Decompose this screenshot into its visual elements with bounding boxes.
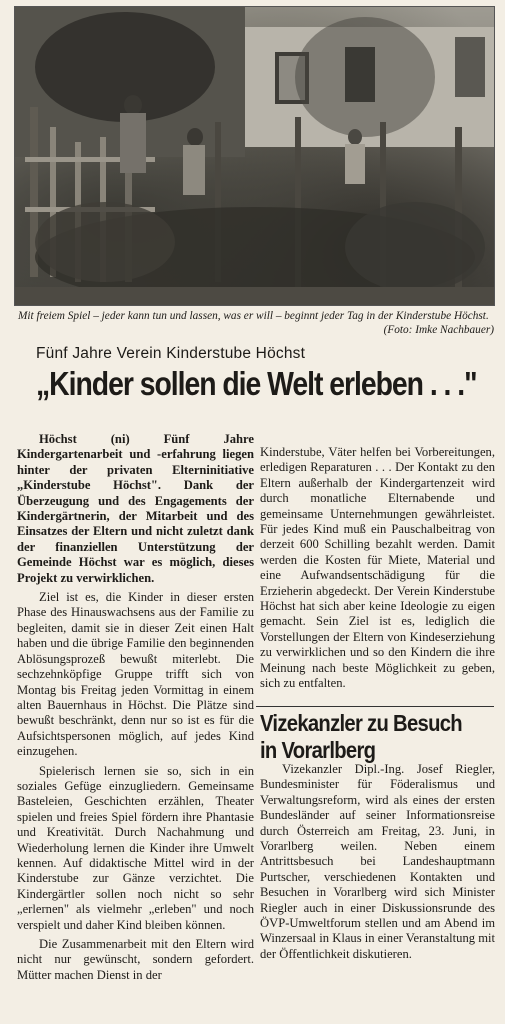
article-paragraph-4: Kinderstube, Väter helfen bei Vorbereitungen, erledigen Reparaturen . . . Der Kontakt zu den Eltern außerhalb der Kindergartenzeit wird durch monatliche Elternabende und gemeinsame Unternehmungen gewährleistet. Für jedes Kind muß ein Pauschalbeitrag von derzeit 600 Schilling bezahlt werden. Damit werden die Kosten für Miete, Material und eine Aufwandsentschädigung für die Erzieherin abgedeckt. Der Verein Kinderstube Höchst hat sich aber keine Ideologie zu eigen gemacht. Sein Ziel ist es, lediglich die Vorstellungen der Eltern von Kindeserziehung zu verwirklichen und so den Kindern die ihre Meinung nach beste Möglichkeit zu geben, sich zu entfalten. xyxy=(260,445,495,691)
article-paragraph-2: Spielerisch lernen sie so, sich in ein soziales Gefüge einzugliedern. Gemeinsame Basteleien, Geschichten erzählen, Theater spielen und freies Spiel fördern ihre Phantasie und Kreativität. Durch Nachahmung und Wiederholung lernen die Kinder ihre Umwelt kennen. Auf didaktische Mittel wird in der Kinderstube zur Gänze verzichtet. Die Kindergärtler sollen noch nicht so sehr „erlernen" als vielmehr „erleben" und noch verspielt und daher Kind bleiben können. xyxy=(17,763,254,932)
article-headline: „Kinder sollen die Welt erleben . . ." xyxy=(36,365,477,402)
photo-illustration xyxy=(15,7,494,305)
article-column-2 xyxy=(260,445,495,696)
sidebar-article-column xyxy=(260,762,495,966)
sidebar-article-body: Vizekanzler Dipl.-Ing. Josef Riegler, Bundesminister für Föderalismus und Verwaltungsreform, wird als eines der ersten Bundesländer auf seiner Informationsreise durch Österreich am Freitag, 23. Juni, in Vorarlberg weilen. Neben einem Antrittsbesuch bei Landeshauptmann Purtscher, verschiedenen Kontakten und Besuchen in Vorarlberg wird sich Minister Riegler auch in einer Diskussionsrunde des ÖVP-Umweltforum stellen und am Abend im Winzersaal in Klaus in einer Veranstaltung mit der Öffentlichkeit diskutieren. xyxy=(260,762,495,961)
article-paragraph-1: Ziel ist es, die Kinder in dieser ersten Phase des Hinauswachsens aus der Familie zu begleiten, damit sie in dieser Zeit einen Halt haben und die übrige Familie den beginnenden Ablösungsprozeß bewußt miterlebt. Die sechzehnköpfige Gruppe trifft sich von Montag bis Freitag jeden Vormittag in einem alten Bauernhaus in Höchst. Die Plätze sind bewußt beschränkt, denn nur so ist es für die Aufsichtspersonen möglich, auf jedes Kind einzugehen. xyxy=(17,590,254,759)
column-divider xyxy=(256,706,494,707)
article-column-1 xyxy=(17,432,254,987)
garden-photo xyxy=(14,6,495,306)
sidebar-headline-line-1: Vizekanzler zu Besuch xyxy=(260,710,462,736)
article-paragraph-3: Die Zusammenarbeit mit den Eltern wird nicht nur gewünscht, sondern gefordert. Mütter machen Dienst in der xyxy=(17,937,254,982)
article-lead: Höchst (ni) Fünf Jahre Kindergartenarbeit und -erfahrung liegen hinter der privaten Elterninitiative „Kinderstube Höchst". Dank der Überzeugung und des Engagements der Kindergärtnerin, der Mitarbeit und des Einsatzes der Eltern und nicht zuletzt dank der finanziellen Unterstützung der Gemeinde Höchst war es möglich, dieses Projekt zu verwirklichen. xyxy=(17,432,254,585)
sidebar-headline xyxy=(260,710,468,764)
photo-caption xyxy=(18,309,494,336)
caption-text: Mit freiem Spiel – jeder kann tun und lassen, was er will – beginnt jeder Tag in der Kinderstube Höchst. xyxy=(18,310,489,322)
article-kicker: Fünf Jahre Verein Kinderstube Höchst xyxy=(36,345,306,362)
photo-credit: (Foto: Imke Nachbauer) xyxy=(383,324,494,336)
sidebar-headline-line-2: in Vorarlberg xyxy=(260,737,376,763)
